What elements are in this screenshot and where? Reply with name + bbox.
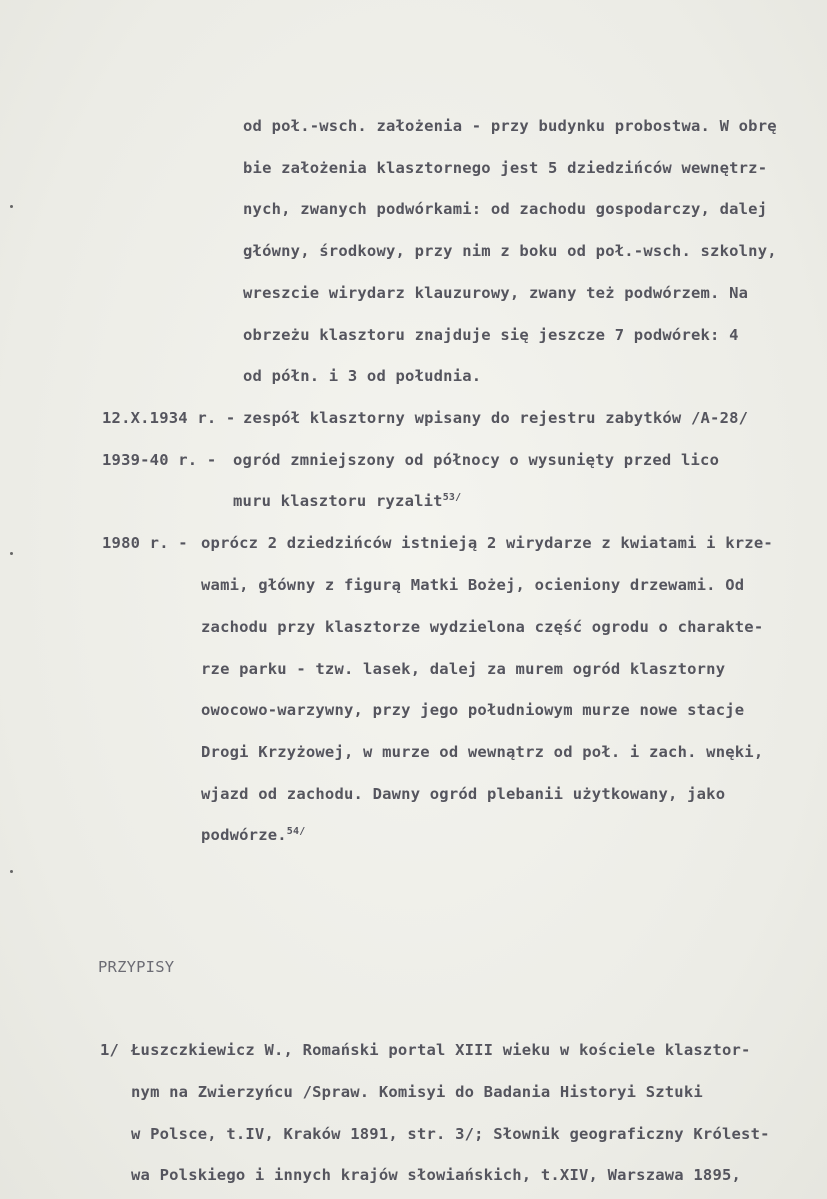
text-line: od poł.-wsch. założenia - przy budynku probostwa. W obrę (243, 117, 777, 135)
margin-speck (10, 205, 13, 208)
text-line (201, 825, 305, 845)
text-line: bie założenia klasztornego jest 5 dziedzińców wewnętrz- (243, 159, 768, 177)
footnote-text: Łuszczkiewicz W., Romański portal XIII wieku w kościele klasztor- (131, 1041, 751, 1059)
footnote-text: w Polsce, t.IV, Kraków 1891, str. 3/; Słownik geograficzny Królest- (131, 1125, 770, 1143)
text-line: zachodu przy klasztorze wydzielona część ogrodu o charakte- (201, 618, 764, 636)
entry-text-span: podwórze. (201, 826, 287, 844)
text-line: wjazd od zachodu. Dawny ogród plebanii użytkowany, jako (201, 785, 726, 803)
footnote-text: nym na Zwierzyńcu /Spraw. Komisyi do Badania Historyi Sztuki (131, 1083, 703, 1101)
entry-date: 1980 r. - (102, 534, 188, 552)
section-heading: PRZYPISY (98, 958, 175, 976)
text-line: Drogi Krzyżowej, w murze od wewnątrz od poł. i zach. wnęki, (201, 743, 764, 761)
entry-date: 1939-40 r. - (102, 451, 217, 469)
text-line: nych, zwanych podwórkami: od zachodu gospodarczy, dalej (243, 200, 768, 218)
entry-date: 12.X.1934 r. - (102, 409, 236, 427)
text-line: owocowo-warzywny, przy jego południowym murze nowe stacje (201, 701, 745, 719)
entry-text: zespół klasztorny wpisany do rejestru zabytków /A-28/ (243, 409, 749, 427)
entry-text: oprócz 2 dziedzińców istnieją 2 wirydarze z kwiatami i krze- (201, 534, 773, 552)
text-line: obrzeżu klasztoru znajduje się jeszcze 7 podwórek: 4 (243, 326, 739, 344)
footnote-number: 1/ (100, 1041, 120, 1059)
text-line: główny, środkowy, przy nim z boku od poł.-wsch. szkolny, (243, 242, 777, 260)
entry-text-span: muru klasztoru ryzalit (233, 492, 443, 510)
footnote-ref: 54/ (286, 825, 306, 837)
text-line: rze parku - tzw. lasek, dalej za murem ogród klasztorny (201, 660, 726, 678)
margin-speck (10, 552, 13, 555)
footnote-text: wa Polskiego i innych krajów słowiańskich, t.XIV, Warszawa 1895, (131, 1166, 742, 1184)
margin-speck (10, 870, 13, 873)
entry-text: ogród zmniejszony od północy o wysunięty przed lico (233, 451, 720, 469)
text-line: wami, główny z figurą Matki Bożej, ocieniony drzewami. Od (201, 576, 745, 594)
text-line: wreszcie wirydarz klauzurowy, zwany też podwórzem. Na (243, 284, 749, 302)
text-line: od półn. i 3 od południa. (243, 367, 482, 385)
entry-text (233, 491, 461, 511)
footnote-ref: 53/ (442, 491, 462, 503)
